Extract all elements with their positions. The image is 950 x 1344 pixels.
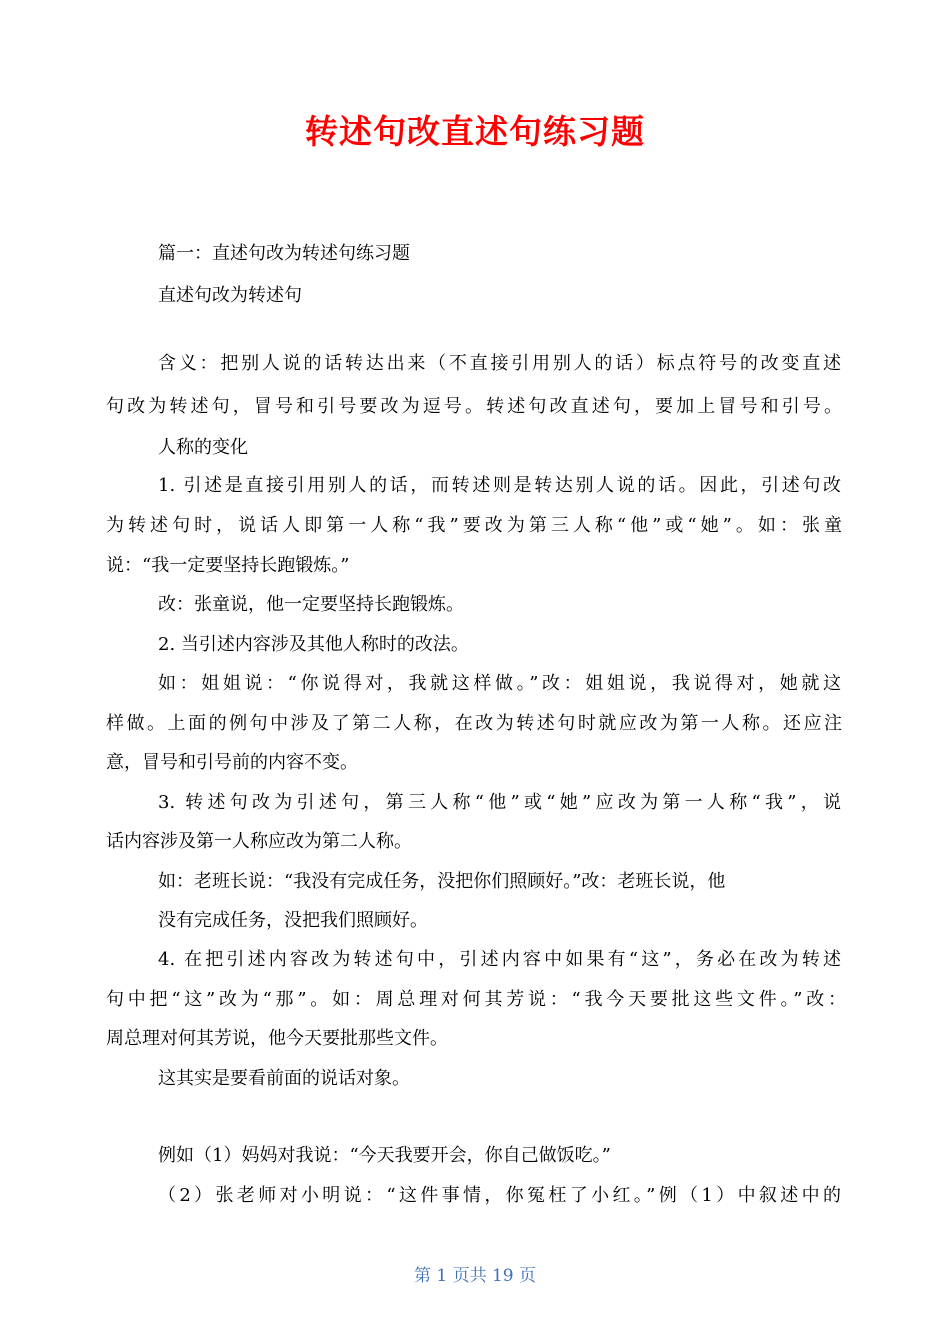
paragraph-line: 样做。上面的例句中涉及了第二人称，在改为转述句时就应改为第一人称。还应注 <box>106 713 842 734</box>
paragraph-line: 没有完成任务，没把我们照顾好。 <box>158 910 428 931</box>
paragraph-line: 说：“我一定要坚持长跑锻炼。” <box>106 555 350 576</box>
paragraph-line: （2）张老师对小明说：“这件事情，你冤枉了小红。”例（1）中叙述中的 <box>158 1185 841 1206</box>
paragraph-line: 为转述句时，说话人即第一人称“我”要改为第三人称“他”或“她”。如：张童 <box>106 515 842 536</box>
paragraph-line: 直述句改为转述句 <box>158 285 302 306</box>
paragraph-line: 例如（1）妈妈对我说：“今天我要开会，你自己做饭吃。” <box>158 1145 611 1166</box>
paragraph-line: 句改为转述句，冒号和引号要改为逗号。转述句改直述句，要加上冒号和引号。 <box>106 396 842 417</box>
paragraph-line: 2. 当引述内容涉及其他人称时的改法。 <box>158 634 469 655</box>
paragraph-line: 含义：把别人说的话转达出来（不直接引用别人的话）标点符号的改变直述 <box>158 353 841 374</box>
paragraph-line: 如：姐姐说：“你说得对，我就这样做。”改：姐姐说，我说得对，她就这 <box>158 673 841 694</box>
paragraph-line: 1. 引述是直接引用别人的话，而转述则是转达别人说的话。因此，引述句改 <box>158 475 841 496</box>
paragraph-line: 周总理对何其芳说，他今天要批那些文件。 <box>106 1028 448 1049</box>
paragraph-line: 句中把“这”改为“那”。如：周总理对何其芳说：“我今天要批这些文件。”改： <box>106 989 846 1010</box>
page-footer: 第 1 页共 19 页 <box>413 1266 537 1286</box>
paragraph-line: 人称的变化 <box>158 437 248 458</box>
document-title: 转述句改直述句练习题 <box>305 112 645 151</box>
paragraph-line: 4. 在把引述内容改为转述句中，引述内容中如果有“这”，务必在改为转述 <box>158 949 841 970</box>
paragraph-line: 话内容涉及第一人称应改为第二人称。 <box>106 831 412 852</box>
paragraph-line: 3. 转述句改为引述句，第三人称“他”或“她”应改为第一人称“我”，说 <box>158 792 841 813</box>
paragraph-line: 意，冒号和引号前的内容不变。 <box>106 752 358 773</box>
paragraph-line: 改：张童说，他一定要坚持长跑锻炼。 <box>158 594 464 615</box>
paragraph-line: 如：老班长说：“我没有完成任务，没把你们照顾好。”改：老班长说，他 <box>158 871 726 892</box>
paragraph-line: 篇一：直述句改为转述句练习题 <box>158 243 410 264</box>
paragraph-line: 这其实是要看前面的说话对象。 <box>158 1068 410 1089</box>
